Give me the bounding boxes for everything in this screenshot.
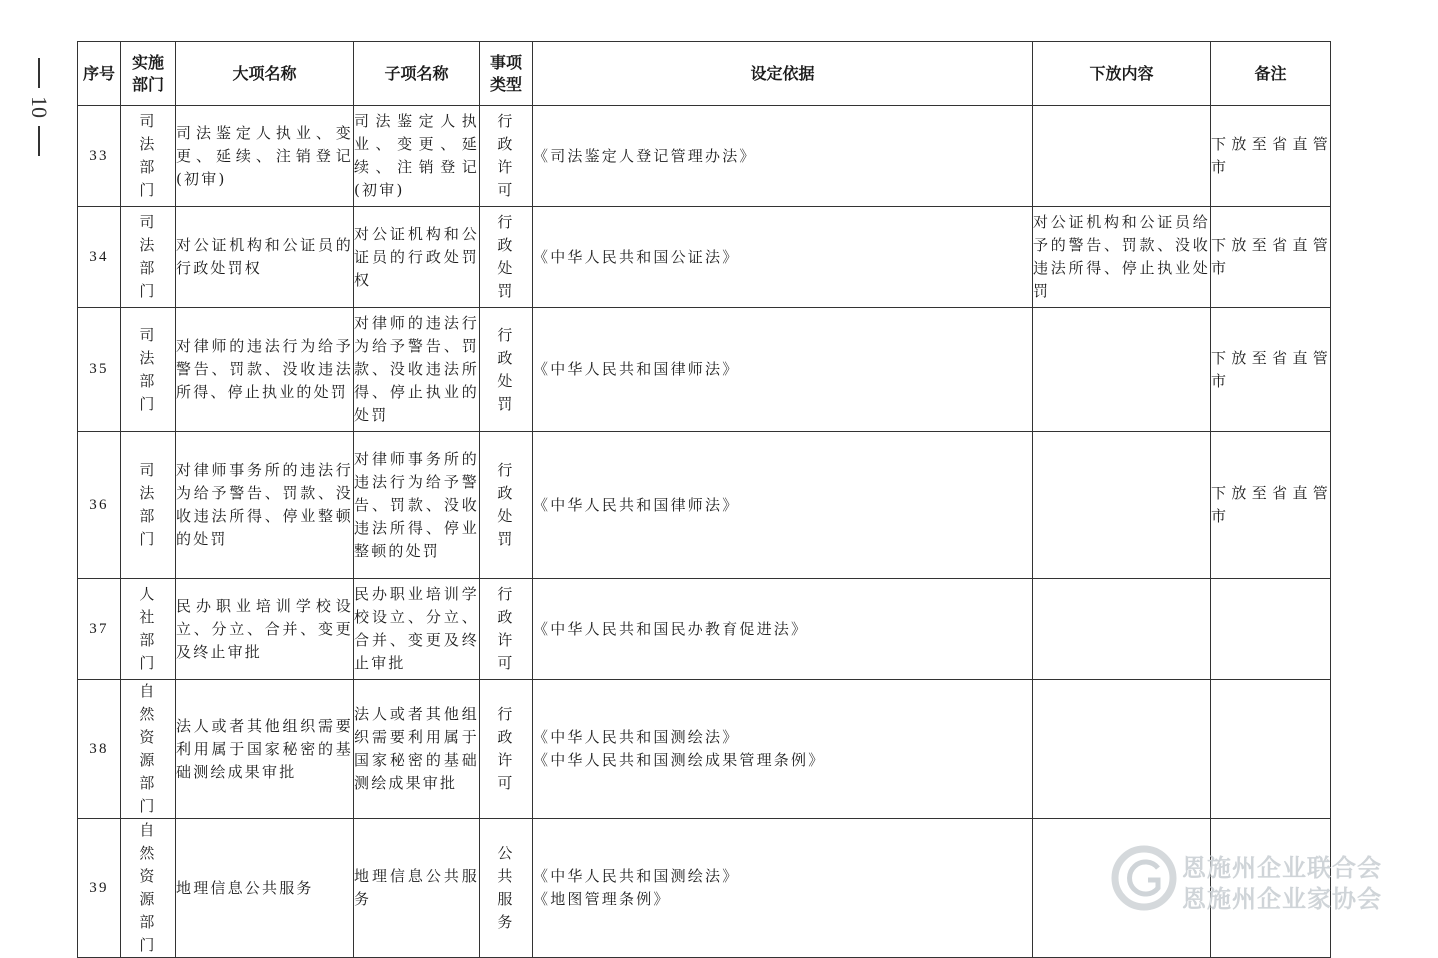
row-serial-number: 35 — [78, 308, 121, 432]
row-remarks: 下放至省直管市 — [1211, 308, 1331, 432]
row-department: 司法部门 — [121, 432, 176, 579]
header-remarks: 备注 — [1211, 42, 1331, 106]
row-main-item: 对律师事务所的违法行为给予警告、罚款、没收违法所得、停业整顿的处罚 — [176, 432, 354, 579]
basis-line: 《中华人民共和国民办教育促进法》 — [533, 619, 809, 638]
header-devolved-content: 下放内容 — [1033, 42, 1211, 106]
basis-line: 《中华人民共和国律师法》 — [533, 360, 740, 378]
row-department: 司法部门 — [121, 207, 176, 308]
row-sub-item: 法人或者其他组织需要利用属于国家秘密的基础测绘成果审批 — [354, 680, 480, 819]
row-item-type: 公共服务 — [480, 819, 533, 958]
devolution-table — [77, 41, 1331, 958]
table-row — [78, 308, 1331, 432]
header-legal-basis: 设定依据 — [533, 42, 1033, 106]
row-sub-item: 民办职业培训学校设立、分立、合并、变更及终止审批 — [354, 579, 480, 680]
association-logo-icon — [1110, 844, 1178, 912]
row-legal-basis — [533, 106, 1033, 207]
row-devolved-content — [1033, 106, 1211, 207]
row-serial-number: 34 — [78, 207, 121, 308]
header-item-type: 事项类型 — [480, 42, 533, 106]
row-legal-basis — [533, 579, 1033, 680]
basis-line: 《中华人民共和国律师法》 — [533, 495, 740, 514]
table-row — [78, 106, 1331, 207]
row-devolved-content — [1033, 579, 1211, 680]
row-department: 自然资源部门 — [121, 819, 176, 958]
basis-line: 《中华人民共和国测绘法》 — [533, 867, 740, 885]
row-item-type: 行政处罚 — [480, 432, 533, 579]
row-sub-item: 对公证机构和公证员的行政处罚权 — [354, 207, 480, 308]
row-sub-item: 司法鉴定人执业、变更、延续、注销登记(初审) — [354, 106, 480, 207]
row-legal-basis — [533, 308, 1033, 432]
row-main-item: 法人或者其他组织需要利用属于国家秘密的基础测绘成果审批 — [176, 680, 354, 819]
row-devolved-content — [1033, 308, 1211, 432]
row-devolved-content: 对公证机构和公证员给予的警告、罚款、没收违法所得、停止执业处罚 — [1033, 207, 1211, 308]
row-sub-item: 对律师事务所的违法行为给予警告、罚款、没收违法所得、停业整顿的处罚 — [354, 432, 480, 579]
row-main-item: 民办职业培训学校设立、分立、合并、变更及终止审批 — [176, 579, 354, 680]
row-legal-basis — [533, 432, 1033, 579]
row-legal-basis — [533, 207, 1033, 308]
page-number-text: 10 — [27, 96, 52, 118]
row-sub-item: 对律师的违法行为给予警告、罚款、没收违法所得、停止执业的处罚 — [354, 308, 480, 432]
table-header-row — [78, 42, 1331, 106]
row-serial-number: 33 — [78, 106, 121, 207]
row-sub-item: 地理信息公共服务 — [354, 819, 480, 958]
row-department: 司法部门 — [121, 106, 176, 207]
header-sub-item: 子项名称 — [354, 42, 480, 106]
row-department: 人社部门 — [121, 579, 176, 680]
basis-line: 《地图管理条例》 — [533, 890, 671, 908]
row-main-item: 地理信息公共服务 — [176, 819, 354, 958]
table-row — [78, 432, 1331, 579]
row-main-item: 司法鉴定人执业、变更、延续、注销登记(初审) — [176, 106, 354, 207]
row-item-type: 行政许可 — [480, 680, 533, 819]
row-item-type: 行政许可 — [480, 579, 533, 680]
row-remarks: 下放至省直管市 — [1211, 106, 1331, 207]
row-main-item: 对公证机构和公证员的行政处罚权 — [176, 207, 354, 308]
page-number-dash-bottom — [38, 126, 40, 156]
row-devolved-content — [1033, 680, 1211, 819]
row-remarks: 下放至省直管市 — [1211, 207, 1331, 308]
watermark-line-2: 恩施州企业家协会 — [1182, 885, 1382, 913]
page-number-dash-top — [38, 58, 40, 88]
row-serial-number: 39 — [78, 819, 121, 958]
row-department: 自然资源部门 — [121, 680, 176, 819]
row-remarks — [1211, 680, 1331, 819]
row-item-type: 行政处罚 — [480, 308, 533, 432]
row-department: 司法部门 — [121, 308, 176, 432]
row-legal-basis — [533, 680, 1033, 819]
watermark — [1110, 842, 1420, 917]
page-number — [24, 58, 54, 198]
header-department: 实施部门 — [121, 42, 176, 106]
row-serial-number: 38 — [78, 680, 121, 819]
header-main-item: 大项名称 — [176, 42, 354, 106]
row-remarks — [1211, 579, 1331, 680]
row-main-item: 对律师的违法行为给予警告、罚款、没收违法所得、停止执业的处罚 — [176, 308, 354, 432]
row-serial-number: 37 — [78, 579, 121, 680]
table-row — [78, 579, 1331, 680]
row-remarks: 下放至省直管市 — [1211, 432, 1331, 579]
basis-line: 《中华人民共和国测绘成果管理条例》 — [533, 751, 826, 769]
basis-line: 《中华人民共和国公证法》 — [533, 247, 740, 266]
row-legal-basis — [533, 819, 1033, 958]
basis-line: 《司法鉴定人登记管理办法》 — [533, 146, 757, 165]
row-serial-number: 36 — [78, 432, 121, 579]
header-serial-number: 序号 — [78, 42, 121, 106]
row-item-type: 行政处罚 — [480, 207, 533, 308]
row-devolved-content — [1033, 432, 1211, 579]
row-item-type: 行政许可 — [480, 106, 533, 207]
basis-line: 《中华人民共和国测绘法》 — [533, 728, 740, 746]
table-row — [78, 207, 1331, 308]
watermark-line-1: 恩施州企业联合会 — [1182, 854, 1382, 882]
table-row — [78, 680, 1331, 819]
